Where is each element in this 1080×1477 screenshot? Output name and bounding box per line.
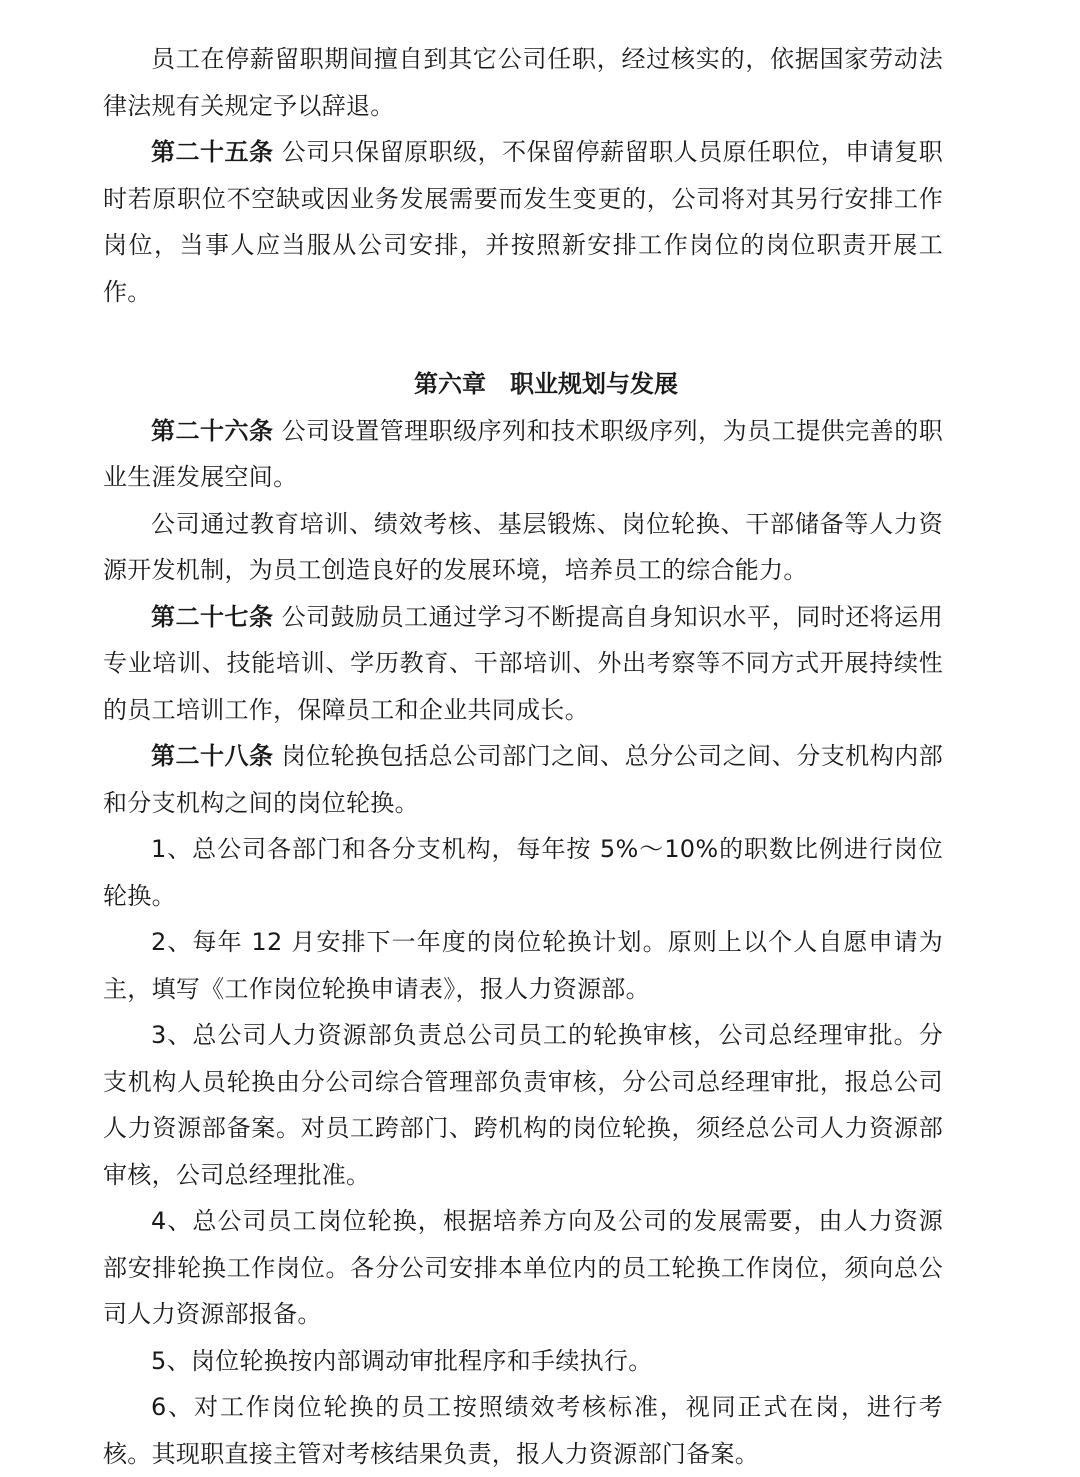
paragraph-text: 2、每年 12 月安排下一年度的岗位轮换计划。原则上以个人自愿申请为主，填写《工作岗位轮换申请表》，报人力资源部。 xyxy=(103,928,943,1003)
paragraph-text: 公司鼓励员工通过学习不断提高自身知识水平，同时还将运用专业培训、技能培训、学历教育、干部培训、外出考察等不同方式开展持续性的员工培训工作，保障员工和企业共同成长。 xyxy=(103,602,944,724)
paragraph-article-25 xyxy=(103,129,943,315)
paragraph-article-28 xyxy=(103,733,943,826)
paragraph-text: 4、总公司员工岗位轮换，根据培养方向及公司的发展需要，由人力资源部安排轮换工作岗位。各分公司安排本单位内的员工轮换工作岗位，须向总公司人力资源部报备。 xyxy=(103,1207,943,1328)
document-page xyxy=(103,36,943,1477)
article-number: 第二十五条 xyxy=(151,138,274,166)
paragraph-text: 3、总公司人力资源部负责总公司员工的轮换审核，公司总经理审批。分支机构人员轮换由分公司综合管理部负责审核，分公司总经理审批，报总公司人力资源部备案。对员工跨部门、跨机构的岗位轮换，须经总公司人力资源部审核，公司总经理批准。 xyxy=(103,1021,943,1189)
paragraph-article-26 xyxy=(103,408,943,501)
paragraph-text: 5、岗位轮换按内部调动审批程序和手续执行。 xyxy=(151,1346,653,1375)
paragraph-text: 6、对工作岗位轮换的员工按照绩效考核标准，视同正式在岗，进行考核。其现职直接主管对考核结果负责，报人力资源部门备案。 xyxy=(103,1393,943,1468)
paragraph-text: 公司只保留原职级，不保留停薪留职人员原任职位，申请复职时若原职位不空缺或因业务发展需要而发生变更的，公司将对其另行安排工作岗位，当事人应当服从公司安排，并按照新安排工作岗位的岗位职责开展工作。 xyxy=(103,138,944,306)
article-number: 第二十八条 xyxy=(151,742,274,770)
list-item-5 xyxy=(103,1338,943,1385)
paragraph-text: 员工在停薪留职期间擅自到其它公司任职，经过核实的，依据国家劳动法律法规有关规定予以辞退。 xyxy=(103,45,943,120)
paragraph-dismissal xyxy=(103,36,943,129)
paragraph-text: 公司设置管理职级序列和技术职级序列，为员工提供完善的职业生涯发展空间。 xyxy=(103,416,944,491)
list-item-1 xyxy=(103,826,943,919)
article-number: 第二十六条 xyxy=(151,416,274,445)
list-item-4 xyxy=(103,1198,943,1338)
paragraph-text: 岗位轮换包括总公司部门之间、总分公司之间、分支机构内部和分支机构之间的岗位轮换。 xyxy=(103,742,944,817)
paragraph-development-mechanism xyxy=(103,501,943,594)
paragraph-text: 公司通过教育培训、绩效考核、基层锻炼、岗位轮换、干部储备等人力资源开发机制，为员工创造良好的发展环境，培养员工的综合能力。 xyxy=(103,509,943,584)
paragraph-text: 1、总公司各部门和各分支机构，每年按 5%～10%的职数比例进行岗位轮换。 xyxy=(103,835,943,910)
list-item-6 xyxy=(103,1384,943,1477)
list-item-2 xyxy=(103,919,943,1012)
chapter-title: 第六章 职业规划与发展 xyxy=(414,370,678,398)
article-number: 第二十七条 xyxy=(151,602,274,631)
list-item-3 xyxy=(103,1012,943,1198)
paragraph-article-27 xyxy=(103,594,943,734)
